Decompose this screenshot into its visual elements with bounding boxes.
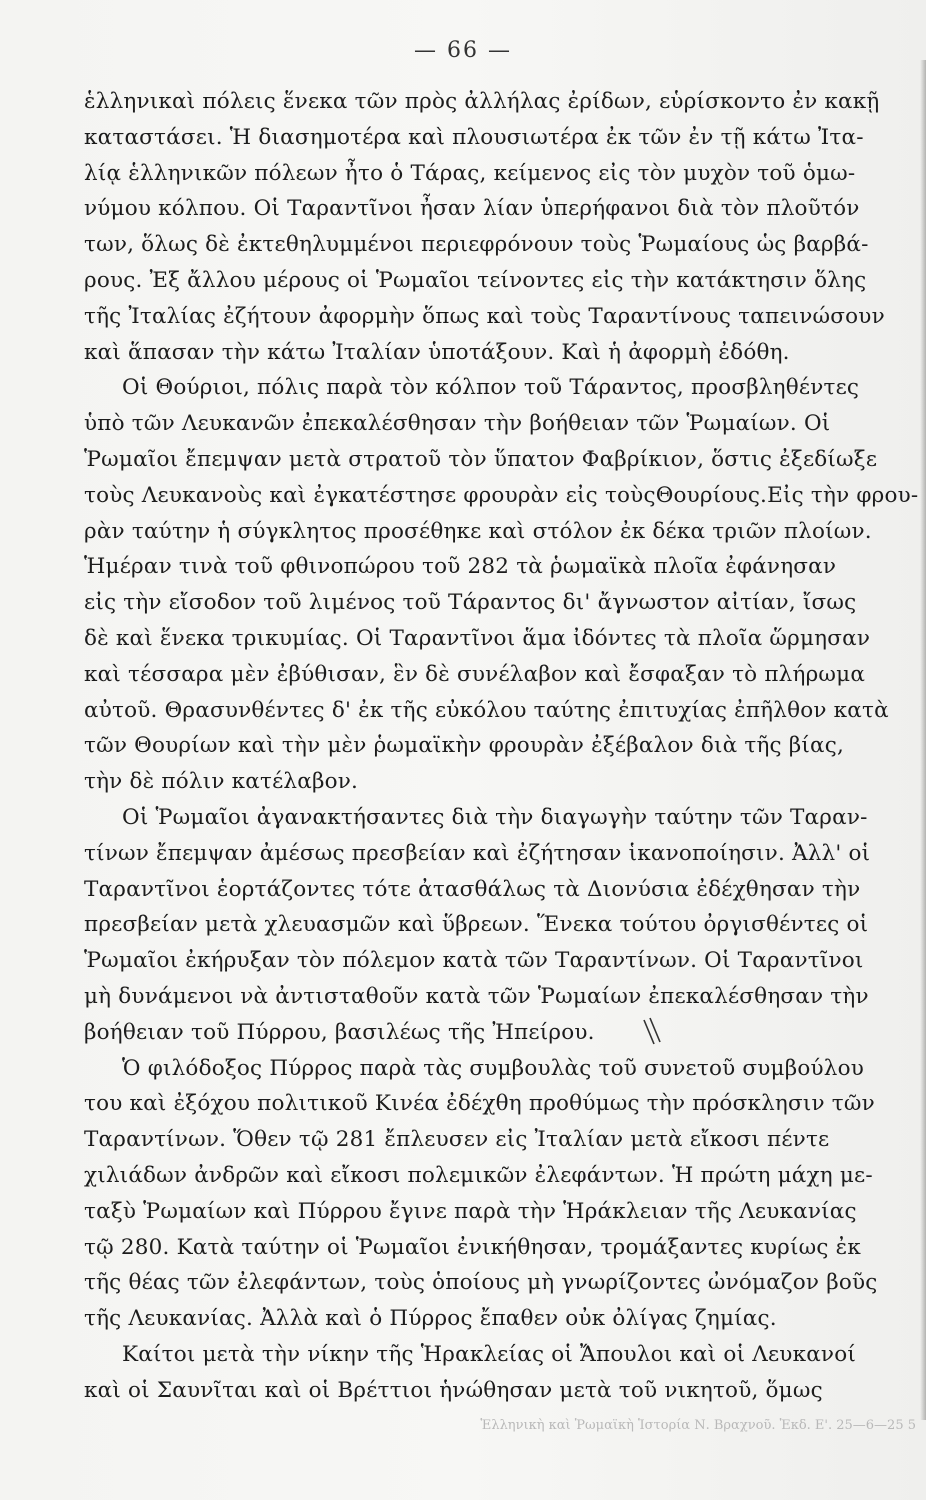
text-line: αὐτοῦ. Θρασυνθέντες δ' ἐκ τῆς εὐκόλου ταύτης ἐπιτυχίας ἐπῆλθον κατὰ bbox=[84, 697, 889, 723]
text-line: Ὁ φιλόδοξος Πύρρος παρὰ τὰς συμβουλὰς τοῦ συνετοῦ συμβούλου bbox=[122, 1055, 864, 1081]
text-line: ἑλληνικαὶ πόλεις ἕνεκα τῶν πρὸς ἀλλήλας ἐρίδων, εὑρίσκοντο ἐν κακῇ bbox=[84, 89, 880, 114]
text-line: Καίτοι μετὰ τὴν νίκην τῆς Ἡρακλείας οἱ Ἄπουλοι καὶ οἱ Λευκανοί bbox=[122, 1341, 856, 1367]
text-line: τῆς θέας τῶν ἐλεφάντων, τοὺς ὁποίους μὴ γνωρίζοντες ὠνόμαζον βοῦς bbox=[84, 1270, 878, 1296]
text-line: καὶ ἅπασαν τὴν κάτω Ἰταλίαν ὑποτάξουν. Καὶ ἡ ἀφορμὴ ἐδόθη. bbox=[84, 339, 790, 365]
text-line: Ῥωμαῖοι ἐκήρυξαν τὸν πόλεμον κατὰ τῶν Ταραντίνων. Οἱ Ταραντῖνοι bbox=[84, 948, 864, 974]
text-line: των, ὅλως δὲ ἐκτεθηλυμμένοι περιεφρόνουν τοὺς Ῥωμαίους ὡς βαρβά- bbox=[84, 232, 869, 258]
text-line: τοὺς Λευκανοὺς καὶ ἐγκατέστησε φρουρὰν εἰς τοὺςΘουρίους.Εἰς τὴν φρου- bbox=[84, 482, 919, 508]
page-number: — 66 — bbox=[414, 38, 512, 63]
text-line: καὶ τέσσαρα μὲν ἐβύθισαν, ἓν δὲ συνέλαβον καὶ ἔσφαξαν τὸ πλήρωμα bbox=[84, 661, 866, 687]
text-line: μὴ δυνάμενοι νὰ ἀντισταθοῦν κατὰ τῶν Ῥωμαίων ἐπεκαλέσθησαν τὴν bbox=[84, 983, 869, 1009]
text-line: Ῥωμαῖοι ἔπεμψαν μετὰ στρατοῦ τὸν ὕπατον Φαβρίκιον, ὅστις ἐξεδίωξε bbox=[84, 446, 878, 472]
text-line: Οἱ Ῥωμαῖοι ἀγανακτήσαντες διὰ τὴν διαγωγὴν ταύτην τῶν Ταραν- bbox=[122, 804, 868, 830]
text-line: πρεσβείαν μετὰ χλευασμῶν καὶ ὕβρεων. Ἕνεκα τούτου ὀργισθέντες οἱ bbox=[84, 912, 869, 938]
text-line: Ἡμέραν τινὰ τοῦ φθινοπώρου τοῦ 282 τὰ ῥωμαϊκὰ πλοῖα ἐφάνησαν bbox=[84, 554, 837, 580]
text-line: λίᾳ ἑλληνικῶν πόλεων ἦτο ὁ Τάρας, κείμενος εἰς τὸν μυχὸν τοῦ ὁμω- bbox=[84, 160, 856, 186]
text-line: τῶν Θουρίων καὶ τὴν μὲν ῥωμαϊκὴν φρουρὰν ἐξέβαλον διὰ τῆς βίας, bbox=[84, 733, 845, 759]
text-line: χιλιάδων ἀνδρῶν καὶ εἴκοσι πολεμικῶν ἐλεφάντων. Ἡ πρώτη μάχη με- bbox=[84, 1162, 873, 1188]
text-line: Ταραντῖνοι ἑορτάζοντες τότε ἀτασθάλως τὰ Διονύσια ἐδέχθησαν τὴν bbox=[84, 876, 861, 902]
text-line: καταστάσει. Ἡ διασημοτέρα καὶ πλουσιωτέρα ἐκ τῶν ἐν τῇ κάτω Ἰτα- bbox=[84, 124, 864, 150]
text-line: Ταραντίνων. Ὅθεν τῷ 281 ἔπλευσεν εἰς Ἰταλίαν μετὰ εἴκοσι πέντε bbox=[84, 1127, 830, 1153]
text-line: ταξὺ Ῥωμαίων καὶ Πύρρου ἔγινε παρὰ τὴν Ἡράκλειαν τῆς Λευκανίας bbox=[84, 1198, 857, 1224]
text-line: δὲ καὶ ἕνεκα τρικυμίας. Οἱ Ταραντῖνοι ἅμα ἰδόντες τὰ πλοῖα ὥρμησαν bbox=[84, 625, 871, 651]
text-line: ρους. Ἐξ ἄλλου μέρους οἱ Ῥωμαῖοι τείνοντες εἰς τὴν κατάκτησιν ὅλης bbox=[84, 267, 867, 293]
text-line: καὶ οἱ Σαυνῖται καὶ οἱ Βρέττιοι ἡνώθησαν μετὰ τοῦ νικητοῦ, ὅμως bbox=[84, 1377, 823, 1403]
text-line: βοήθειαν τοῦ Πύρρου, βασιλέως τῆς Ἠπείρου. bbox=[84, 1019, 595, 1045]
text-line: νύμου κόλπου. Οἱ Ταραντῖνοι ἦσαν λίαν ὑπερήφανοι διὰ τὸν πλοῦτόν bbox=[84, 196, 860, 222]
text-line: του καὶ ἐξόχου πολιτικοῦ Κινέα ἐδέχθη προθύμως τὴν πρόσκλησιν τῶν bbox=[84, 1091, 875, 1117]
handwritten-mark-icon bbox=[640, 1014, 664, 1048]
text-line: τῆς Λευκανίας. Ἀλλὰ καὶ ὁ Πύρρος ἔπαθεν οὐκ ὀλίγας ζημίας. bbox=[84, 1306, 777, 1332]
text-line: ρὰν ταύτην ἡ σύγκλητος προσέθηκε καὶ στόλον ἐκ δέκα τριῶν πλοίων. bbox=[84, 518, 872, 544]
text-line: τῆς Ἰταλίας ἐζήτουν ἀφορμὴν ὅπως καὶ τοὺς Ταραντίνους ταπεινώσουν bbox=[84, 303, 885, 329]
text-line: Οἱ Θούριοι, πόλις παρὰ τὸν κόλπον τοῦ Τάραντος, προσβληθέντες bbox=[122, 375, 860, 401]
page-edge-shadow bbox=[920, 60, 926, 1420]
text-line: εἰς τὴν εἴσοδον τοῦ λιμένος τοῦ Τάραντος δι' ἄγνωστον αἰτίαν, ἴσως bbox=[84, 590, 857, 616]
body-text bbox=[84, 84, 924, 1408]
text-line: τίνων ἔπεμψαν ἀμέσως πρεσβείαν καὶ ἐζήτησαν ἱκανοποίησιν. Ἀλλ' οἱ bbox=[84, 840, 871, 866]
bleed-through-text: Ἑλληνικὴ καὶ Ῥωμαϊκὴ Ἱστορία Ν. Βραχνοῦ. Ἐκδ. Ε'. 25—6—25 5 bbox=[480, 1418, 916, 1433]
text-line: τῷ 280. Κατὰ ταύτην οἱ Ῥωμαῖοι ἐνικήθησαν, τρομάξαντες κυρίως ἐκ bbox=[84, 1234, 861, 1260]
text-line: τὴν δὲ πόλιν κατέλαβον. bbox=[84, 769, 359, 795]
text-line: ὑπὸ τῶν Λευκανῶν ἐπεκαλέσθησαν τὴν βοήθειαν τῶν Ῥωμαίων. Οἱ bbox=[84, 411, 831, 437]
